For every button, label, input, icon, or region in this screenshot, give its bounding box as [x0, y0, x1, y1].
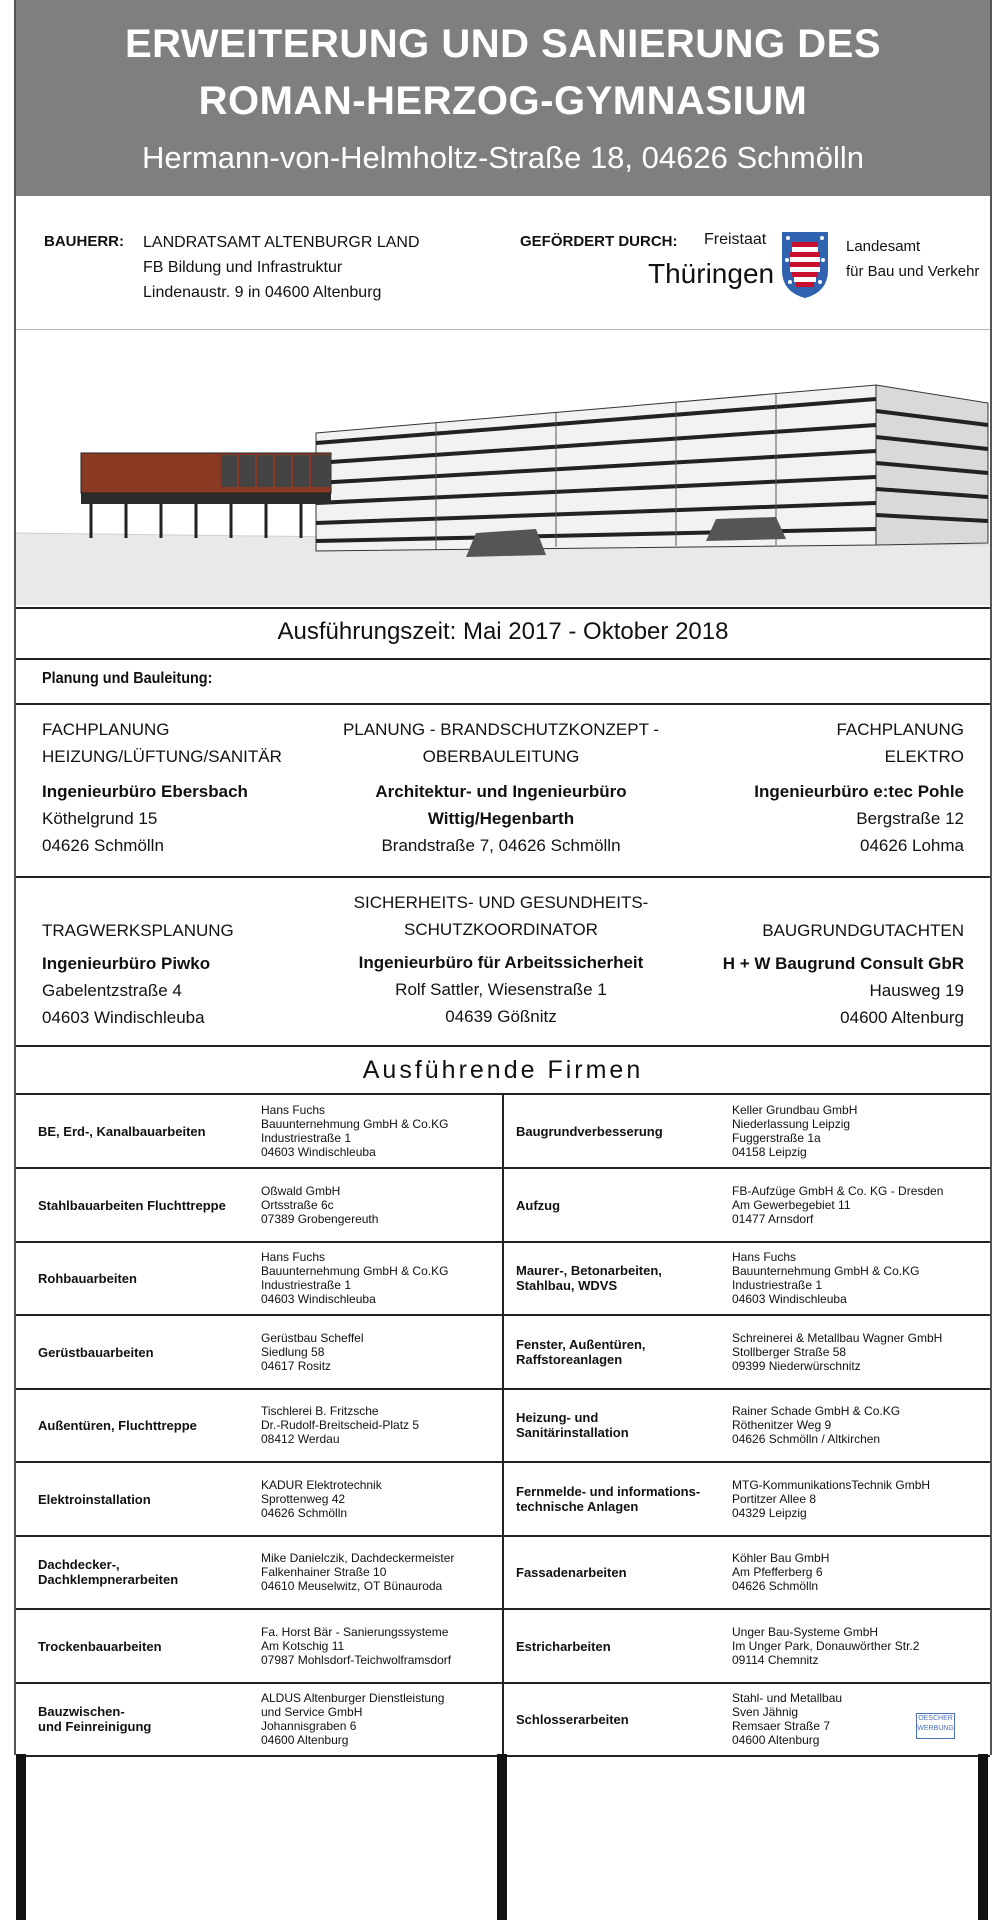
- contractor-line: Am Gewerbegebiet 11: [732, 1198, 851, 1212]
- firm-row: [16, 1536, 990, 1610]
- planner-name: Ingenieurbüro für Arbeitssicherheit: [358, 953, 644, 972]
- contractor: [261, 1536, 496, 1608]
- planner-name: H + W Baugrund Consult GbR: [722, 954, 964, 973]
- planner-address: Bergstraße 12: [856, 809, 964, 828]
- contractor-line: Am Pfefferberg 6: [732, 1565, 823, 1579]
- contractor-line: Sven Jähnig: [732, 1705, 799, 1719]
- planner-address: 04600 Altenburg: [840, 1008, 964, 1027]
- contractor-line: Köhler Bau GmbH: [732, 1551, 830, 1565]
- planner-role: OBERBAULEITUNG: [422, 747, 580, 766]
- trade-name: [38, 1463, 238, 1535]
- contractor-line: Schreinerei & Metallbau Wagner GmbH: [732, 1331, 943, 1345]
- thuringia-coat-of-arms-icon: [780, 230, 830, 300]
- planner-address: 04603 Windischleuba: [42, 1008, 205, 1027]
- divider: [16, 876, 990, 878]
- trade-name: [38, 1536, 238, 1608]
- planner-address: Gabelentzstraße 4: [42, 981, 182, 1000]
- trade-name: [38, 1242, 238, 1314]
- contractor-line: Hans Fuchs: [261, 1250, 326, 1264]
- contractor-line: Remsaer Straße 7: [732, 1719, 831, 1733]
- divider: [16, 658, 990, 660]
- contractor-line: Bauunternehmung GmbH & Co.KG: [261, 1117, 449, 1131]
- planner-address: 04626 Lohma: [860, 836, 964, 855]
- contractor: [261, 1463, 496, 1535]
- contractor-line: und Service GmbH: [261, 1705, 363, 1719]
- contractor-line: Hans Fuchs: [261, 1103, 326, 1117]
- contractor: [261, 1242, 496, 1314]
- planner-address: 04639 Gößnitz: [445, 1007, 557, 1026]
- construction-sign-board: [14, 0, 992, 1755]
- trade-name-line: Maurer-, Betonarbeiten,: [516, 1263, 662, 1278]
- trade-name-line: Rohbauarbeiten: [38, 1270, 137, 1286]
- contractor-line: 04603 Windischleuba: [261, 1145, 376, 1159]
- contractor-line: 04610 Meuselwitz, OT Bünauroda: [261, 1579, 443, 1593]
- trade-name-line: Aufzug: [516, 1197, 561, 1213]
- column-divider: [502, 1389, 504, 1463]
- planner-role: FACHPLANUNG: [836, 720, 964, 739]
- divider: [16, 1045, 990, 1047]
- contractor-line: Industriestraße 1: [261, 1278, 352, 1292]
- contractor-line: 04600 Altenburg: [261, 1733, 349, 1747]
- planner-name: Ingenieurbüro Ebersbach: [42, 782, 248, 801]
- contractor-line: 07389 Grobengereuth: [261, 1212, 379, 1226]
- firm-row: [16, 1242, 990, 1316]
- firm-row: [16, 1463, 990, 1537]
- trade-name-line: Heizung- und: [516, 1410, 599, 1425]
- title-line-1: ERWEITERUNG UND SANIERUNG DES: [124, 22, 882, 66]
- contractor: [732, 1389, 982, 1461]
- funding-state-small: Freistaat: [704, 231, 767, 248]
- trade-name: [38, 1316, 238, 1388]
- planner-structural: [42, 917, 234, 1031]
- planner-address: Brandstraße 7, 04626 Schmölln: [381, 836, 621, 855]
- contractor-line: Röthenitzer Weg 9: [732, 1418, 832, 1432]
- trade-name: [38, 1169, 238, 1241]
- firms-heading: Ausführende Firmen: [362, 1056, 644, 1084]
- contractor-line: MTG-KommunikationsTechnik GmbH: [732, 1478, 931, 1492]
- planner-role: PLANUNG - BRANDSCHUTZKONZEPT -: [342, 720, 660, 739]
- contractor-line: Sprottenweg 42: [261, 1492, 346, 1506]
- building-rendering: [16, 333, 990, 605]
- planner-role: BAUGRUNDGUTACHTEN: [762, 921, 964, 940]
- trade-name-line: Dachdecker-,: [38, 1557, 120, 1572]
- contractor-line: Stollberger Straße 58: [732, 1345, 847, 1359]
- firm-row: [16, 1095, 990, 1169]
- contractor-line: 04617 Rositz: [261, 1359, 332, 1373]
- contractor-line: Industriestraße 1: [261, 1131, 352, 1145]
- column-divider: [502, 1683, 504, 1757]
- planner-role: HEIZUNG/LÜFTUNG/SANITÄR: [42, 747, 282, 766]
- contractor-line: KADUR Elektrotechnik: [261, 1478, 382, 1492]
- contractor-line: 04626 Schmölln: [732, 1579, 819, 1593]
- trade-name: [38, 1095, 238, 1167]
- column-divider: [502, 1169, 504, 1243]
- contractor: [732, 1610, 982, 1682]
- contractor-line: Unger Bau-Systeme GmbH: [732, 1625, 879, 1639]
- contractor: [261, 1683, 496, 1755]
- client-label: BAUHERR:: [44, 233, 124, 250]
- contractor-line: Im Unger Park, Donauwörther Str.2: [732, 1639, 920, 1653]
- contractor-line: Bauunternehmung GmbH & Co.KG: [732, 1264, 920, 1278]
- contractor-line: 04158 Leipzig: [732, 1145, 807, 1159]
- funding-label: GEFÖRDERT DURCH:: [520, 233, 678, 250]
- trade-name: [38, 1610, 238, 1682]
- contractor-line: ALDUS Altenburger Dienstleistung: [261, 1691, 445, 1705]
- trade-name-line: Gerüstbauarbeiten: [38, 1344, 154, 1360]
- contractor-line: Bauunternehmung GmbH & Co.KG: [261, 1264, 449, 1278]
- planner-name: Architektur- und Ingenieurbüro: [375, 782, 627, 801]
- firm-row: [16, 1169, 990, 1243]
- firm-row: [16, 1683, 990, 1757]
- trade-name-line: Außentüren, Fluchttreppe: [38, 1417, 197, 1433]
- contractor-line: 07987 Mohlsdorf-Teichwolframsdorf: [261, 1653, 452, 1667]
- contractor-line: Mike Danielczik, Dachdeckermeister: [261, 1551, 455, 1565]
- column-divider: [502, 1316, 504, 1390]
- contractor: [732, 1316, 982, 1388]
- trade-name-line: Fernmelde- und informations-: [516, 1484, 701, 1499]
- client-department: FB Bildung und Infrastruktur: [143, 259, 343, 276]
- trade-name: [38, 1683, 238, 1755]
- trade-name-line: Baugrundverbesserung: [516, 1123, 663, 1139]
- column-divider: [502, 1463, 504, 1537]
- firm-row: [16, 1389, 990, 1463]
- planner-name: Ingenieurbüro Piwko: [42, 954, 211, 973]
- trade-name: [516, 1463, 726, 1535]
- funding-office-line1: Landesamt: [846, 238, 921, 255]
- planning-heading: Planung und Bauleitung:: [42, 670, 213, 687]
- trade-name: [516, 1169, 726, 1241]
- planner-hvac: [42, 716, 282, 859]
- contractor: [732, 1169, 982, 1241]
- trade-name-line: Stahlbauarbeiten Fluchttreppe: [38, 1197, 226, 1213]
- contractor-line: Keller Grundbau GmbH: [732, 1103, 858, 1117]
- planner-electrical: [656, 716, 964, 859]
- trade-name-line: Fassadenarbeiten: [516, 1564, 627, 1580]
- trade-name-line: Schlosserarbeiten: [516, 1711, 629, 1727]
- contractor-line: Am Kotschig 11: [261, 1639, 345, 1653]
- trade-name: [516, 1536, 726, 1608]
- firm-row: [16, 1316, 990, 1390]
- column-divider: [502, 1095, 504, 1169]
- funding-office: [846, 234, 979, 284]
- contractor-line: 09399 Niederwürschnitz: [732, 1359, 861, 1373]
- contractor-line: FB-Aufzüge GmbH & Co. KG - Dresden: [732, 1184, 944, 1198]
- trade-name-line: Raffstoreanlagen: [516, 1352, 623, 1367]
- contractor-line: 04603 Windischleuba: [261, 1292, 376, 1306]
- funding-state-name: Thüringen: [648, 258, 775, 289]
- contractor-line: Portitzer Allee 8: [732, 1492, 817, 1506]
- planner-role: TRAGWERKSPLANUNG: [42, 921, 234, 940]
- planner-address: Hausweg 19: [869, 981, 964, 1000]
- contractor-line: Fa. Horst Bär - Sanierungssysteme: [261, 1625, 449, 1639]
- trade-name-line: Stahlbau, WDVS: [516, 1278, 618, 1293]
- client-address: Lindenaustr. 9 in 04600 Altenburg: [143, 284, 382, 301]
- trade-name: [516, 1242, 726, 1314]
- contractor-line: 04603 Windischleuba: [732, 1292, 847, 1306]
- contractor: [732, 1242, 982, 1314]
- funding-office-line2: für Bau und Verkehr: [846, 263, 980, 280]
- trade-name-line: Fenster, Außentüren,: [516, 1337, 646, 1352]
- contractor-line: Rainer Schade GmbH & Co.KG: [732, 1404, 901, 1418]
- trade-name: [516, 1389, 726, 1461]
- client-name: LANDRATSAMT ALTENBURGR LAND: [143, 234, 420, 251]
- contractor-line: 09114 Chemnitz: [732, 1653, 819, 1667]
- trade-name: [516, 1316, 726, 1388]
- contractor-line: 04626 Schmölln / Altkirchen: [732, 1432, 881, 1446]
- contractor: [261, 1095, 496, 1167]
- contractor: [261, 1169, 496, 1241]
- divider: [16, 607, 990, 609]
- trade-name: [516, 1610, 726, 1682]
- contractor-line: 04626 Schmölln: [261, 1506, 348, 1520]
- contractor-line: Stahl- und Metallbau: [732, 1691, 843, 1705]
- divider: [16, 703, 990, 705]
- column-divider: [502, 1610, 504, 1684]
- planner-safety: [316, 889, 686, 1030]
- planner-role: FACHPLANUNG: [42, 720, 170, 739]
- contractor: [261, 1316, 496, 1388]
- contractor: [732, 1463, 982, 1535]
- contractor: [261, 1610, 496, 1682]
- contractor-line: 04600 Altenburg: [732, 1733, 820, 1747]
- trade-name-line: Bauzwischen-: [38, 1704, 125, 1719]
- planner-address: 04626 Schmölln: [42, 836, 164, 855]
- support-post: [16, 1754, 26, 1920]
- client-block: [143, 230, 420, 305]
- contractor-line: Oßwald GmbH: [261, 1184, 341, 1198]
- contractor-line: Niederlassung Leipzig: [732, 1117, 851, 1131]
- contractor-line: Gerüstbau Scheffel: [261, 1331, 364, 1345]
- contractor-line: Johannisgraben 6: [261, 1719, 357, 1733]
- planner-role: ELEKTRO: [884, 747, 964, 766]
- trade-name-line: Elektroinstallation: [38, 1491, 151, 1507]
- trade-name-line: Sanitärinstallation: [516, 1425, 629, 1440]
- planner-geotechnical: [656, 917, 964, 1031]
- planner-role: SCHUTZKOORDINATOR: [404, 920, 598, 939]
- title-line-2: ROMAN-HERZOG-GYMNASIUM: [198, 79, 808, 123]
- contractor: [732, 1095, 982, 1167]
- contractor: [261, 1389, 496, 1461]
- contractor-line: Hans Fuchs: [732, 1250, 797, 1264]
- execution-period: Ausführungszeit: Mai 2017 - Oktober 2018: [277, 618, 729, 645]
- support-post: [978, 1754, 988, 1920]
- column-divider: [502, 1536, 504, 1610]
- planner-role: SICHERHEITS- UND GESUNDHEITS-: [353, 893, 649, 912]
- contractor: [732, 1536, 982, 1608]
- trade-name: [38, 1389, 238, 1461]
- planner-name: Ingenieurbüro e:tec Pohle: [754, 782, 964, 801]
- support-post: [497, 1754, 507, 1920]
- firm-row: [16, 1610, 990, 1684]
- contractor-line: Fuggerstraße 1a: [732, 1131, 821, 1145]
- trade-name-line: Trockenbauarbeiten: [38, 1638, 162, 1654]
- divider: [16, 329, 990, 330]
- contractor-line: Ortsstraße 6c: [261, 1198, 334, 1212]
- site-address: Hermann-von-Helmholtz-Straße 18, 04626 Schmölln: [142, 140, 864, 175]
- title-banner: [16, 0, 990, 196]
- trade-name-line: BE, Erd-, Kanalbauarbeiten: [38, 1123, 206, 1139]
- trade-name-line: Dachklempnerarbeiten: [38, 1572, 179, 1587]
- trade-name-line: Estricharbeiten: [516, 1638, 611, 1654]
- planner-name: Wittig/Hegenbarth: [427, 809, 575, 828]
- sign-maker-logo: OESCHER WERBUNG: [916, 1713, 955, 1739]
- contractor-line: Industriestraße 1: [732, 1278, 823, 1292]
- contractor-line: 01477 Arnsdorf: [732, 1212, 814, 1226]
- planner-architect: [316, 716, 686, 859]
- contractor-line: 08412 Werdau: [261, 1432, 340, 1446]
- trade-name: [516, 1095, 726, 1167]
- contractor-line: Tischlerei B. Fritzsche: [261, 1404, 379, 1418]
- contractor-line: Dr.-Rudolf-Breitscheid-Platz 5: [261, 1418, 420, 1432]
- trade-name-line: technische Anlagen: [516, 1499, 639, 1514]
- planner-address: Rolf Sattler, Wiesenstraße 1: [395, 980, 607, 999]
- contractor-line: Siedlung 58: [261, 1345, 325, 1359]
- planner-address: Köthelgrund 15: [42, 809, 158, 828]
- contractor-line: Falkenhainer Straße 10: [261, 1565, 387, 1579]
- contractor-line: 04329 Leipzig: [732, 1506, 807, 1520]
- trade-name-line: und Feinreinigung: [38, 1719, 152, 1734]
- trade-name: [516, 1683, 726, 1755]
- column-divider: [502, 1242, 504, 1316]
